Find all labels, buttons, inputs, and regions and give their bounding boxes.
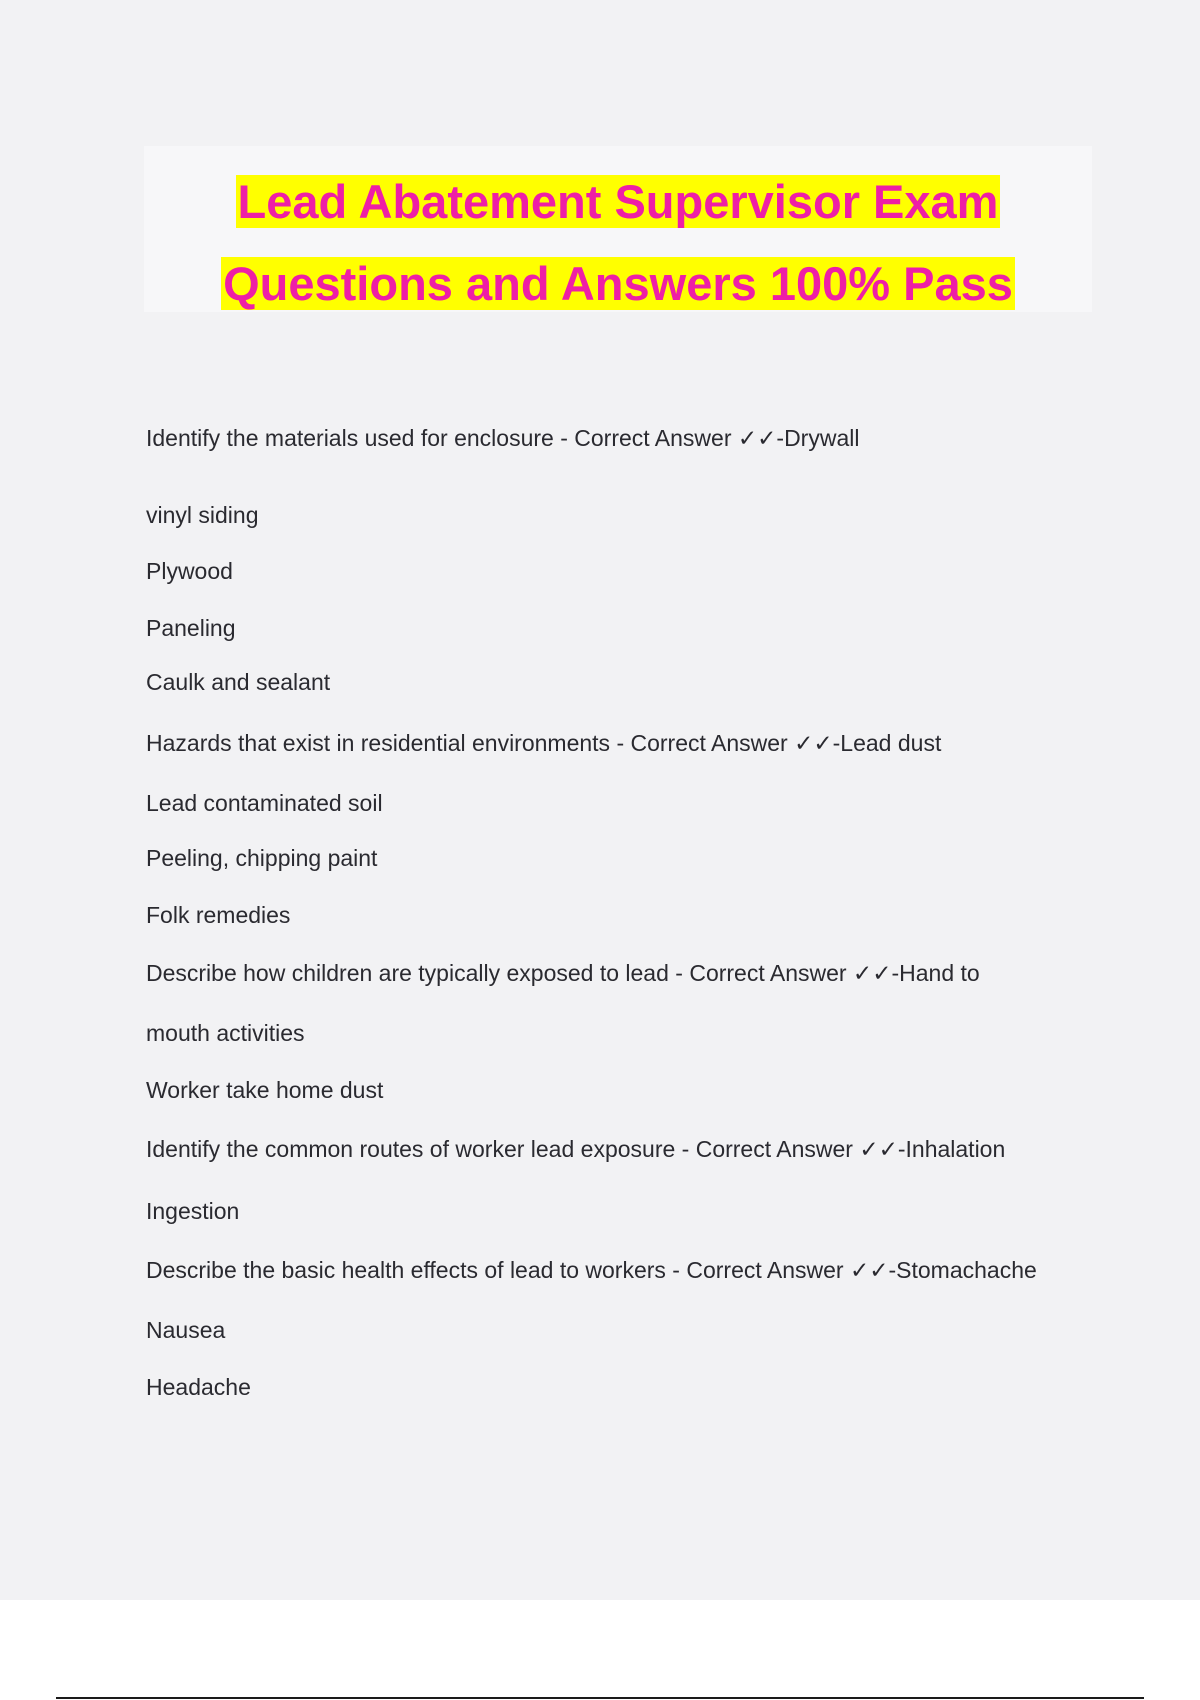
question-line: Identify the materials used for enclosure - Correct Answer ✓✓-Drywall: [146, 425, 860, 451]
answer-line: Headache: [146, 1374, 251, 1400]
question-line: Describe the basic health effects of lead to workers - Correct Answer ✓✓-Stomachache: [146, 1257, 1037, 1283]
title-line-2-text: Questions and Answers 100% Pass: [223, 257, 1013, 310]
answer-line: Nausea: [146, 1317, 226, 1343]
question-line: Hazards that exist in residential environments - Correct Answer ✓✓-Lead dust: [146, 730, 942, 756]
answer-line: Ingestion: [146, 1198, 240, 1224]
answer-line: Lead contaminated soil: [146, 790, 383, 816]
title-line-1-text: Lead Abatement Supervisor Exam: [237, 175, 999, 228]
answer-line: vinyl siding: [146, 502, 259, 528]
answer-line: Peeling, chipping paint: [146, 845, 378, 871]
answer-line: mouth activities: [146, 1020, 305, 1046]
footer-divider: [56, 1697, 1144, 1699]
title-line-2: [144, 256, 1092, 312]
title-box: [144, 146, 1092, 312]
answer-line: Plywood: [146, 558, 233, 584]
answer-line: Folk remedies: [146, 902, 291, 928]
answer-line: Paneling: [146, 615, 236, 641]
answer-line: Worker take home dust: [146, 1077, 384, 1103]
question-line: Identify the common routes of worker lead exposure - Correct Answer ✓✓-Inhalation: [146, 1136, 1006, 1162]
question-line: Describe how children are typically exposed to lead - Correct Answer ✓✓-Hand to: [146, 960, 980, 986]
title-line-1: [144, 174, 1092, 230]
answer-line: Caulk and sealant: [146, 669, 331, 695]
